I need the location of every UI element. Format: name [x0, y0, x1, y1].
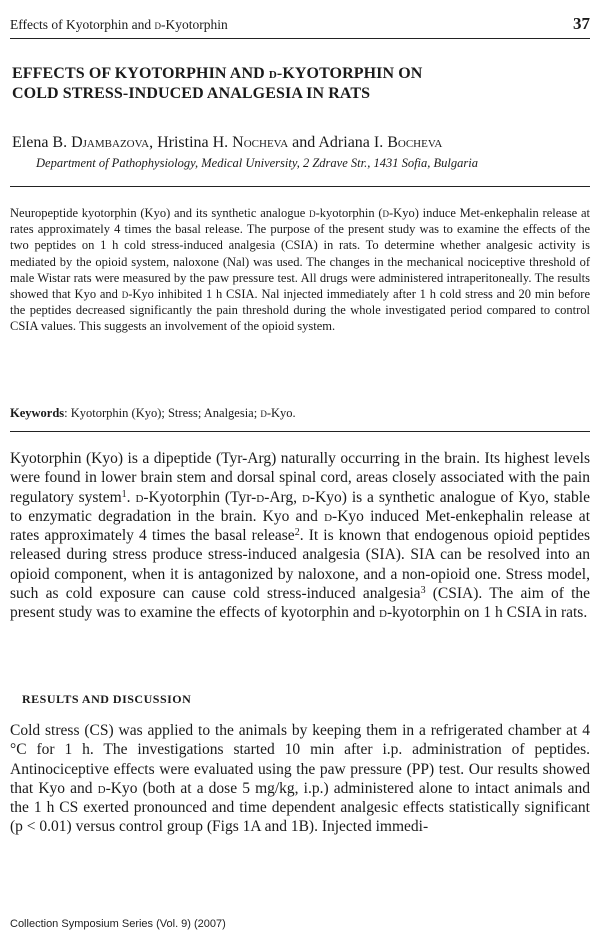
author-list: Elena B. Djambazova, Hristina H. Nocheva and Adriana I. Bocheva: [12, 134, 443, 151]
reference-1: 1: [121, 488, 127, 500]
running-title: Effects of Kyotorphin and d-Kyotorphin: [10, 17, 228, 32]
reference-3: 3: [420, 585, 426, 597]
title-line-2: COLD STRESS-INDUCED ANALGESIA IN RATS: [12, 85, 371, 102]
affiliation: Department of Pathophysiology, Medical University, 2 Zdrave Str., 1431 Sofia, Bulgaria: [36, 156, 478, 170]
keywords-label: Keywords: [10, 406, 65, 420]
section-heading: RESULTS AND DISCUSSION: [22, 692, 192, 706]
reference-2: 2: [294, 527, 300, 539]
results-paragraph: Cold stress (CS) was applied to the animals by keeping them in a refrigerated chamber at 4 °C for 1 h. The investigations started 10 min after i.p. administration of peptides. Antinociceptive effects were evaluated using the paw pressure (PP) test. Our results showed that Kyo and d-Kyo (both at a dose 5 mg/kg, i.p.) administered alone to intact animals and the 1 h CS exerted pronounced and time dependent analgesic effects statistically significant (p < 0.01) versus control group (Figs 1A and 1B). Injected immedi-: [10, 722, 590, 836]
running-header: [10, 14, 590, 39]
title-line-1: EFFECTS OF KYOTORPHIN AND d-KYOTORPHIN ON: [12, 65, 423, 82]
footer-series: Collection Symposium Series (Vol. 9) (2007): [10, 918, 226, 930]
intro-paragraph: Kyotorphin (Kyo) is a dipeptide (Tyr-Arg) naturally occurring in the brain. Its highest levels were found in lower brain stem and dorsal spinal cord, areas closely associated with the pain regulatory system$^1$. d-Kyotorphin (Tyr-d-Arg, d-Kyo) is a synthetic analogue of Kyo, stable to enzymatic degradation in the brain. Kyo and d-Kyo induced Met-enkephalin release at rates approximately 4 times the basal release$^2$. It is known that endogenous opioid peptides released during stress produce stress-induced analgesia (SIA). SIA can be resolved into an opioid component, when it is antagonized by naloxone, and a non-opioid one. Stress model, such as cold exposure can cause cold stress-induced analgesia$^3$ (CSIA). The aim of the present study was to examine the effects of kyotorphin and d-kyotorphin on 1 h CSIA in rats.: [10, 450, 591, 622]
page-number: 37: [573, 14, 590, 33]
article-title: [12, 64, 592, 104]
keywords: Keywords: Kyotorphin (Kyo); Stress; Analgesia; d-Kyo.: [10, 406, 296, 420]
abstract: Neuropeptide kyotorphin (Kyo) and its synthetic analogue d-kyotorphin (d-Kyo) induce Met-enkephalin release at rates approximately 4 times the basal release. The purpose of the present study was to examine the effects of the two peptides on 1 h cold stress-induced analgesia (CSIA) in rats. To determine whether analgesic activity is mediated by the opioid system, naloxone (Nal) was used. The changes in the mechanical nociceptive threshold of male Wistar rats were measured by the paw pressure test. All drugs were administered intraperitoneally. The results showed that Kyo and d-Kyo inhibited 1 h CSIA. Nal injected immediately after 1 h cold stress and 20 min before the peptides decreased significantly the pain threshold during the whole investigated period compared to control CSIA values. This suggests an involvement of the opioid system.: [10, 206, 590, 334]
